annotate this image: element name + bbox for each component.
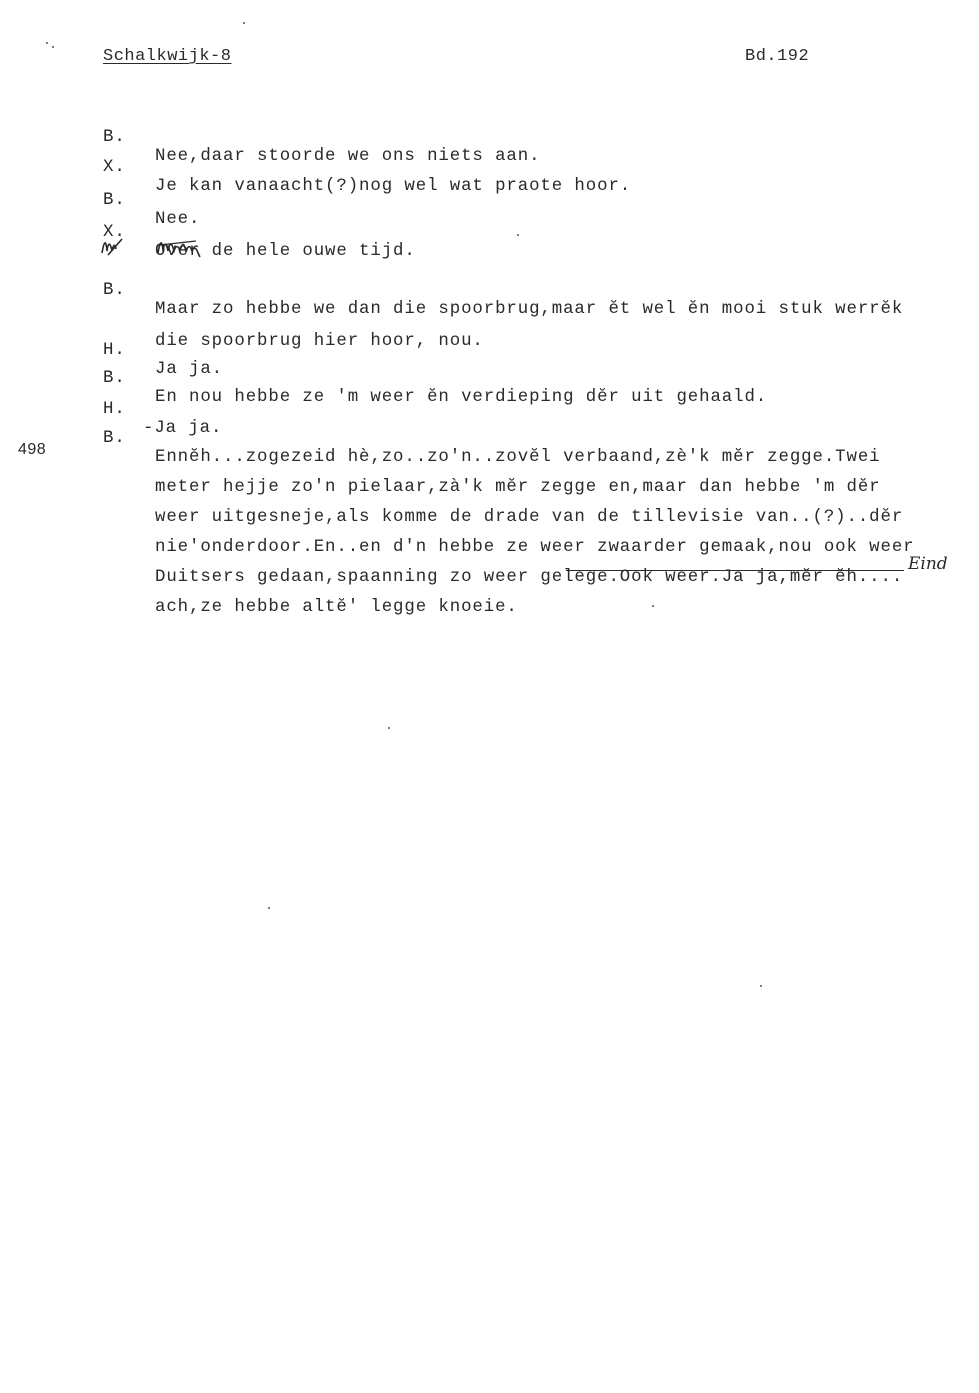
speaker-label: X. <box>103 223 126 242</box>
line-text: En nou hebbe ze 'm weer ĕn verdieping dĕr uit gehaald. <box>155 388 768 407</box>
line-text: Duitsers gedaan,spaanning zo weer gelege.Ook weer.Ja ja,mĕr ĕh.... <box>155 568 904 587</box>
margin-number: 498 <box>18 441 47 458</box>
speaker-label: B. <box>103 429 126 448</box>
speaker-label: B. <box>103 191 126 210</box>
line-text: weer uitgesneje,als komme de drade van de tillevisie van..(?)..dĕr <box>155 508 904 527</box>
line-text: Nee. <box>155 210 201 229</box>
speaker-label: H. <box>103 341 126 360</box>
line-text: nie'onderdoor.En..en d'n hebbe ze weer zwaarder gemaak,nou ook weer <box>155 538 915 557</box>
line-text: Je kan vanaacht(?)nog wel wat praote hoor. <box>155 177 632 196</box>
line-text: -Ja ja. <box>143 419 223 438</box>
scan-speck <box>243 22 245 24</box>
scan-speck <box>46 42 48 44</box>
line-text: meter hejje zo'n pielaar,zà'k mĕr zegge en,maar dan hebbe 'm dĕr <box>155 478 881 497</box>
speaker-label: H. <box>103 400 126 419</box>
scan-speck <box>52 46 54 48</box>
speaker-label: B. <box>103 281 126 300</box>
line-text: Ja ja. <box>155 360 224 379</box>
line-text: Maar zo hebbe we dan die spoorbrug,maar ĕt wel ĕn mooi stuk werrĕk <box>155 300 904 319</box>
speaker-label: B. <box>103 128 126 147</box>
dialogue-line <box>0 560 518 636</box>
speaker-label: X. <box>103 158 126 177</box>
end-rule <box>566 570 904 571</box>
scan-speck <box>388 727 390 729</box>
line-text: ach,ze hebbe altĕ' legge knoeie. <box>155 598 518 617</box>
end-mark: Eind <box>908 554 948 574</box>
scan-speck <box>517 234 519 236</box>
speaker-label: B. <box>103 369 126 388</box>
scan-speck <box>268 907 270 909</box>
scan-speck <box>652 605 654 607</box>
scan-speck <box>760 985 762 987</box>
line-text: Nee,daar stoorde we ons niets aan. <box>155 147 541 166</box>
document-reference: Bd.192 <box>745 47 810 66</box>
line-text: Ennĕh...zogezeid hè,zo..zo'n..zovĕl verbaand,zè'k mĕr zegge.Twei <box>155 448 881 467</box>
line-text: die spoorbrug hier hoor, nou. <box>155 332 484 351</box>
line-text: Over de hele ouwe tijd. <box>155 242 416 261</box>
document-title: Schalkwijk-8 <box>103 47 232 66</box>
